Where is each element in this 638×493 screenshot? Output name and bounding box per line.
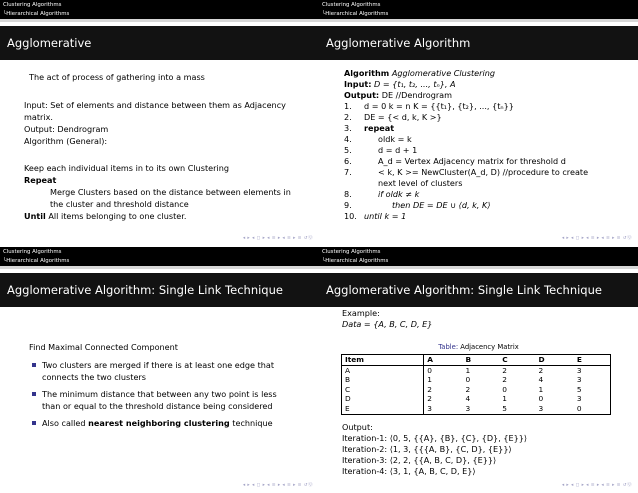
table-header-cell: D [535, 355, 573, 366]
algorithm-step [344, 178, 462, 190]
slide-agglomerative [0, 0, 319, 246]
header-band [319, 19, 638, 22]
step-number: 7. [344, 167, 352, 177]
merge-step: Merge Clusters based on the distance between elements in [50, 187, 291, 197]
slide-single-link-example [319, 247, 638, 493]
step-number: 9. [344, 200, 352, 210]
input-keyword: Input: [344, 79, 372, 89]
output-label: Output: [342, 422, 373, 432]
header-band [0, 19, 319, 22]
step-number: 3. [344, 123, 352, 133]
table-cell: 3 [576, 375, 582, 385]
table-body [342, 365, 611, 414]
slide-title: Agglomerative Algorithm: Single Link Technique [319, 273, 638, 307]
bullet-text-cont: connects the two clusters [42, 371, 146, 382]
table-header-cell: Item [342, 355, 424, 366]
slide-title: Agglomerative [0, 26, 319, 60]
until-step [24, 211, 186, 223]
algorithm-step [344, 200, 490, 212]
bullet-item [30, 389, 300, 412]
table-caption [319, 342, 638, 354]
output-value: DE //Dendrogram [381, 90, 453, 100]
header-section: Clustering Algorithms [322, 2, 381, 8]
algorithm-name: Agglomerative Clustering [391, 68, 495, 78]
bullet-text: The minimum distance that between any two point is less [42, 389, 277, 400]
table-header-cell: E [574, 355, 611, 366]
iteration-line: Iteration-4: ⟨3, 1, {A, B, C, D, E}⟩ [342, 466, 476, 476]
step-number: 4. [344, 134, 352, 144]
table-cell: 3 [576, 365, 582, 375]
table-cell: 3 [535, 404, 573, 414]
repeat-keyword: Repeat [24, 175, 57, 185]
algorithm-step [344, 134, 412, 146]
algorithm-step [344, 211, 406, 223]
example-label: Example: [342, 308, 380, 318]
table-cell: 0 [574, 404, 611, 414]
table-header-cell: C [499, 355, 535, 366]
table-cell: 0 [538, 394, 544, 404]
input-value: D = {t₁, t₂, ..., tₙ}, A [374, 79, 456, 89]
table-cell: 0 [502, 384, 507, 394]
step-text: until k = 1 [364, 211, 407, 221]
header-band [0, 266, 319, 269]
table-cell: 4 [465, 394, 471, 404]
table-row [342, 404, 611, 414]
iteration-line: Iteration-2: ⟨1, 3, {{{A, B}, {C, D}, {E}}⟩ [342, 444, 512, 454]
step-number: 2. [344, 112, 352, 122]
step-number: 8. [344, 189, 352, 199]
header-section: Clustering Algorithms [3, 2, 62, 8]
table-header-cell: A [424, 355, 463, 366]
table-cell: 2 [427, 394, 432, 404]
bullet-text-end: technique [229, 418, 273, 429]
step-number: 10. [344, 211, 357, 221]
table-cell: 1 [502, 394, 507, 404]
output-text: Output: Dendrogram [24, 124, 109, 134]
step-number: 6. [344, 156, 352, 166]
algorithm-keyword: Algorithm [344, 68, 390, 78]
table-cell: 3 [576, 394, 582, 404]
algorithm-input [344, 79, 456, 91]
table-cell: 3 [462, 404, 499, 414]
bullet-item [30, 360, 300, 383]
table-row [342, 375, 611, 385]
table-cell: 2 [502, 375, 507, 385]
slide-agglomerative-algorithm [319, 0, 638, 246]
merge-step-cont: the cluster and threshold distance [50, 199, 189, 209]
table-cell: E [342, 404, 424, 414]
navigation-controls[interactable]: ◂ ▸ ◂ ◻ ▸ ◂ ≡ ▸ ◂ ≡ ▸ ≡ ↺Ⓠ [561, 236, 632, 241]
slide-single-link [0, 247, 319, 493]
step-text: if oldk ≠ k [378, 189, 420, 199]
until-text: All items belonging to one cluster. [48, 211, 187, 221]
iteration-line: Iteration-1: ⟨0, 5, {{A}, {B}, {C}, {D}, {E}}⟩ [342, 433, 528, 443]
table-cell: 3 [424, 404, 463, 414]
slide-header [0, 247, 319, 266]
table-cell: C [342, 385, 424, 395]
slide-title: Agglomerative Algorithm: Single Link Technique [0, 273, 319, 307]
header-section: Clustering Algorithms [322, 249, 381, 255]
header-subsection-label: Hierarchical Algorithms [325, 258, 389, 264]
step-text: d = d + 1 [378, 145, 418, 155]
section-heading: Find Maximal Connected Component [29, 342, 178, 352]
navigation-controls[interactable]: ◂ ▸ ◂ ◻ ▸ ◂ ≡ ▸ ◂ ≡ ▸ ≡ ↺Ⓠ [242, 236, 313, 241]
table-cell: 1 [538, 384, 544, 394]
algorithm-step [344, 189, 419, 201]
table-cell: 0 [427, 365, 432, 375]
table-cell: 2 [502, 365, 507, 375]
algorithm-label: Algorithm (General): [24, 136, 108, 146]
algorithm-step [344, 145, 417, 157]
output-keyword: Output: [344, 90, 380, 100]
header-subsection: └Hierarchical Algorithms [3, 258, 70, 264]
algorithm-step [344, 123, 394, 135]
algorithm-output [344, 90, 452, 102]
header-subsection: └Hierarchical Algorithms [322, 11, 389, 17]
algorithm-step [344, 101, 514, 113]
intro-text: The act of process of gathering into a mass [29, 72, 205, 82]
slide-body [319, 247, 638, 493]
table-cell: 0 [465, 375, 471, 385]
table-cell: 4 [538, 375, 544, 385]
until-keyword: Until [24, 211, 46, 221]
header-subsection-label: Hierarchical Algorithms [6, 258, 70, 264]
slide-title: Agglomerative Algorithm [319, 26, 638, 60]
step-text: < k, K >= NewCluster(A_d, D) //procedure to create [378, 167, 589, 177]
header-subsection-label: Hierarchical Algorithms [6, 11, 70, 17]
table-cell: 2 [427, 384, 432, 394]
header-subsection-label: Hierarchical Algorithms [325, 11, 389, 17]
caption-label: Table: [438, 343, 459, 351]
step-text: oldk = k [378, 134, 412, 144]
bullet-text: Also called [42, 418, 89, 429]
step-text: repeat [364, 123, 395, 133]
bullet-bold-term: nearest neighboring clustering [88, 418, 230, 429]
table-cell: 2 [538, 365, 544, 375]
table-header-cell: B [462, 355, 499, 366]
data-set: Data = {A, B, C, D, E} [342, 319, 433, 329]
adjacency-table [341, 354, 611, 415]
table-row [342, 365, 611, 375]
table-cell: 1 [427, 375, 432, 385]
slide-header [0, 0, 319, 19]
keep-step: Keep each individual items in to its own Clustering [24, 163, 229, 173]
algorithm-step [344, 112, 442, 124]
input-text: Input: Set of elements and distance between them as Adjacency [24, 100, 286, 110]
navigation-controls[interactable]: ◂ ▸ ◂ ◻ ▸ ◂ ≡ ▸ ◂ ≡ ▸ ≡ ↺Ⓠ [561, 483, 632, 488]
table-cell: 5 [576, 384, 582, 394]
step-text: next level of clusters [378, 178, 463, 188]
header-subsection: └Hierarchical Algorithms [3, 11, 70, 17]
bullet-item [30, 418, 300, 430]
algorithm-step [344, 156, 566, 168]
slide-header [319, 0, 638, 19]
bullet-text: Two clusters are merged if there is at least one edge that [42, 360, 275, 370]
navigation-controls[interactable]: ◂ ▸ ◂ ◻ ▸ ◂ ≡ ▸ ◂ ≡ ▸ ≡ ↺Ⓠ [242, 483, 313, 488]
table-cell: A [342, 365, 424, 375]
bullet-list [30, 360, 300, 436]
iteration-line: Iteration-3: ⟨2, 2, {{A, B, C, D}, {E}}⟩ [342, 455, 497, 465]
header-subsection: └Hierarchical Algorithms [322, 258, 389, 264]
step-text: then DE = DE ∪ ⟨d, k, K⟩ [392, 200, 491, 210]
algorithm-heading [344, 68, 495, 80]
table-cell: 5 [499, 404, 535, 414]
table-cell: D [342, 394, 424, 404]
step-number: 5. [344, 145, 352, 155]
bullet-text-cont: than or equal to the threshold distance being considered [42, 400, 273, 411]
table-cell: B [342, 375, 424, 385]
step-text: d = 0 k = n K = {{t₁}, {t₂}, ..., {tₙ}} [364, 101, 514, 111]
algorithm-step [344, 167, 588, 179]
step-number: 1. [344, 101, 352, 111]
step-text: DE = {< d, k, K >} [364, 112, 442, 122]
table-row [342, 385, 611, 395]
step-text: A_d = Vertex Adjacency matrix for threshold d [378, 156, 566, 166]
table-header-row [342, 355, 611, 366]
table-cell: 2 [465, 384, 471, 394]
input-text-cont: matrix. [24, 112, 53, 122]
table-cell: 1 [465, 365, 471, 375]
caption-text: Adjacency Matrix [460, 343, 519, 351]
table-row [342, 394, 611, 404]
header-section: Clustering Algorithms [3, 249, 62, 255]
